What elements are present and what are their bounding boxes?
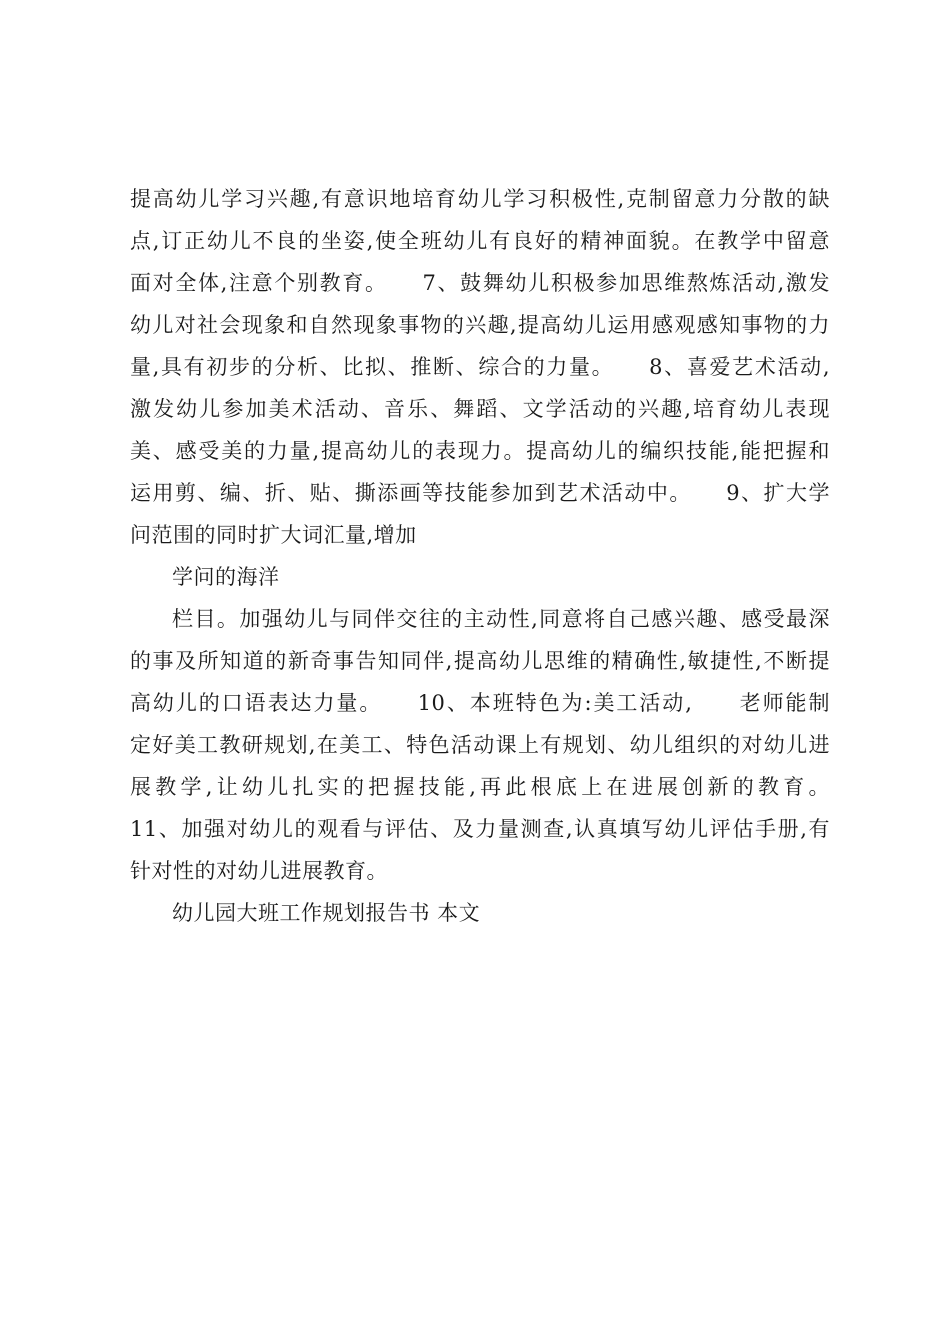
text-line: 幼儿对社会现象和自然现象事物的兴趣,提高幼儿运用感观感知事物的力 bbox=[130, 313, 830, 337]
paragraph-2: 学问的海洋 bbox=[172, 565, 280, 589]
text-line: 的事及所知道的新奇事告知同伴,提高幼儿思维的精确性,敏捷性,不断提 bbox=[130, 649, 830, 673]
text-line: 面对全体,注意个别教育。 7、鼓舞幼儿积极参加思维熬炼活动,激发 bbox=[130, 271, 830, 295]
text-line: 高幼儿的口语表达力量。 10、本班特色为:美工活动, 老师能制 bbox=[130, 691, 830, 715]
text-line: 展教学,让幼儿扎实的把握技能,再此根底上在进展创新的教育。 bbox=[130, 775, 830, 799]
text-line: 激发幼儿参加美术活动、音乐、舞蹈、文学活动的兴趣,培育幼儿表现 bbox=[130, 397, 830, 421]
text-line: 运用剪、编、折、贴、撕添画等技能参加到艺术活动中。 9、扩大学 bbox=[130, 481, 830, 505]
paragraph-3 bbox=[130, 606, 830, 884]
paragraph-1 bbox=[130, 186, 830, 548]
text-line: 提高幼儿学习兴趣,有意识地培育幼儿学习积极性,克制留意力分散的缺 bbox=[130, 187, 830, 211]
text-line: 问范围的同时扩大词汇量,增加 bbox=[130, 523, 417, 547]
text-line: 11、加强对幼儿的观看与评估、及力量测查,认真填写幼儿评估手册,有 bbox=[130, 817, 830, 841]
text-line: 针对性的对幼儿进展教育。 bbox=[130, 859, 388, 883]
text-line: 点,订正幼儿不良的坐姿,使全班幼儿有良好的精神面貌。在教学中留意 bbox=[130, 229, 830, 253]
text-line: 量,具有初步的分析、比拟、推断、综合的力量。 8、喜爱艺术活动, bbox=[130, 355, 830, 379]
text-line: 栏目。加强幼儿与同伴交往的主动性,同意将自己感兴趣、感受最深 bbox=[172, 607, 830, 631]
text-line: 定好美工教研规划,在美工、特色活动课上有规划、幼儿组织的对幼儿进 bbox=[130, 733, 830, 757]
paragraph-4: 幼儿园大班工作规划报告书 本文 bbox=[172, 901, 481, 925]
document-page bbox=[130, 186, 830, 942]
text-line: 美、感受美的力量,提高幼儿的表现力。提高幼儿的编织技能,能把握和 bbox=[130, 439, 830, 463]
